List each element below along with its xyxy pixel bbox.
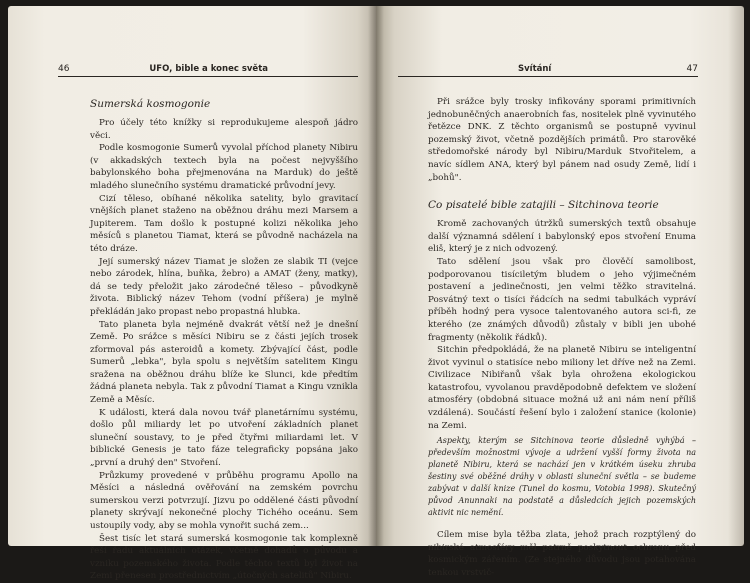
paragraph: Pro účely této knížky si reprodukujeme alespoň jádro věci. (90, 118, 358, 141)
left-body-text (90, 96, 358, 583)
paragraph: Kromě zachovaných útržků sumerských textů obsahuje další významná sdělení i babylonský epos stvoření Enuma eliš, který je z nich odvozený. (428, 219, 696, 255)
paragraph: Cizí těleso, obíhané několika satelity, bylo gravitací vnějších planet staženo na oběžnou dráhu mezi Marsem a Jupiterem. Tam došlo k postupné kolizi několika jeho měsíců s planetou Tiamat, která se původně nacházela na této dráze. (90, 193, 358, 254)
paragraph: Tato planeta byla nejméně dvakrát větší než je dnešní Země. Po srážce s měsíci Nibiru se z části jejích trosek zformoval pás asteroidů a komety. Zbývající část, podle Sumerů „lebka", byla spolu s největším satelitem Kingu sražena na oběžnou dráhu blíže ke Slunci, kde předtím žádná planeta nebyla. Tak z původní Tiamat a Kingu vznikla Země a Měsíc. (90, 319, 358, 406)
right-running-header (398, 62, 698, 77)
book-spine-shadow (368, 6, 384, 546)
paragraph: Šest tisíc let stará sumerská kosmogonie tak komplexně řeší řadu aktuálních otázek, včetně dohadů o původu a vzniku pozemského života. Podle těchto textů byl život na Zemi přenesen prostřednictvím „útočných satelitů" Nibiru. (90, 533, 358, 582)
paragraph: Její sumerský název Tiamat je složen ze slabik TI (vejce nebo zárodek, hlína, buňka, žebro) a AMAT (ženy, matky), dá se tedy přeložit jako zárodečné těleso – původkyně života. Biblický název Tehom (vodní příšera) je mylně překládán jako propast nebo propastná hlubka. (90, 256, 358, 317)
running-title: Svítání (518, 64, 552, 74)
running-title: UFO, bible a konec světa (149, 64, 268, 74)
section-heading: Sumerská kosmogonie (90, 98, 211, 110)
italic-note: Aspekty, kterým se Sitchinova teorie důsledně vyhýbá – především možnostmi vývoje a udržení vyšší formy života na planetě Nibiru, která se nachází jen v krátkém úseku zhruba šestiny své oběžné dráhy v oblasti sluneční světla – se budeme zabývat v další knize (Tunel do kosmu, Votobia 1998). Skutečný původ Anunnaki na podstatě a důsledcích jejich pozemských aktivit nic nemění. (428, 436, 696, 518)
left-page (8, 6, 376, 582)
page-number: 47 (686, 64, 698, 74)
section-spacer (428, 184, 696, 197)
paragraph: K události, která dala novou tvář planetárnímu systému, došlo půl miliardy let po utvoření základních planet sluneční soustavy, to je před čtyřmi miliardami let. V biblické Genesis je tato fáze telegraficky popsána jako „první a druhý den" Stvoření. (90, 407, 358, 469)
paragraph: Sitchin předpokládá, že na planetě Nibiru se inteligentní život vyvinul o statisíce nebo miliony let dříve než na Zemi. Civilizace Nibiřanů však byla ohrožena ekologickou katastrofou, vyvolanou pravděpodobně defektem ve složení atmosféry (obdobná situace možná už ani nám není příliš vzdálená). Součástí řešení bylo i založení stanice (kolonie) na Zemi. (428, 345, 696, 431)
section-heading: Co pisatelé bible zatajili – Sitchinova teorie (428, 199, 659, 212)
paragraph: Průzkumy provedené v průběhu programu Apollo na Měsíci a následná ověřování na zemském povrchu sumerskou verzi potvrzují. Jizvu po oddělené části původní planety skrývají nekonečné plochy Tichého oceánu. Sem ustoupily vody, aby se mohla vynořit suchá zem... (90, 470, 358, 531)
page-number: 46 (58, 64, 70, 74)
open-book (8, 6, 744, 582)
right-body-text (428, 96, 696, 580)
paragraph: Tato sdělení jsou však pro člověčí samolibost, podporovanou tisíciletým bludem o jeho výjimečném postavení a jedinečnosti, jen velmi těžko stravitelná. Posvátný text o tisíci řádcích na sedmi tabulkách vypráví příběh hodný pera vysoce talentovaného autora sci-fi, ze kterého (ze známých důvodů) zůstaly v bibli jen ubohé fragmenty (několik řádků). (428, 256, 696, 343)
left-running-header (58, 62, 358, 77)
paragraph: Při srážce byly trosky infikovány sporami primitivních jednobuněčných anaerobních fas, nositelek plně vyvinutého řetězce DNK. Z těchto organismů se postupně vyvinul pozemský život, včetně pozdějších primátů. Pro starověké středomořské národy byl Nibiru/Marduk Stvořitelem, a navíc sídlem ANA, který byl pánem nad osudy Země, lidí i „bohů". (428, 97, 696, 183)
paragraph: Podle kosmogonie Sumerů vyvolal příchod planety Nibiru (v akkadských textech byla na počest nejvyššího babylonského boha přejmenována na Marduk) do ještě mladého slunečního systému dramatické průvodní jevy. (90, 143, 358, 191)
page-edge-shadow (728, 6, 744, 546)
right-page (376, 6, 744, 579)
paragraph: Cílem mise byla těžba zlata, jehož prach rozptýlený do nibirské atmosféry měl patrně poskytnout ochranu před kosmickým zářením. (Ze stejného důvodu jsou potahována tenkou vrstvič- (428, 530, 696, 579)
